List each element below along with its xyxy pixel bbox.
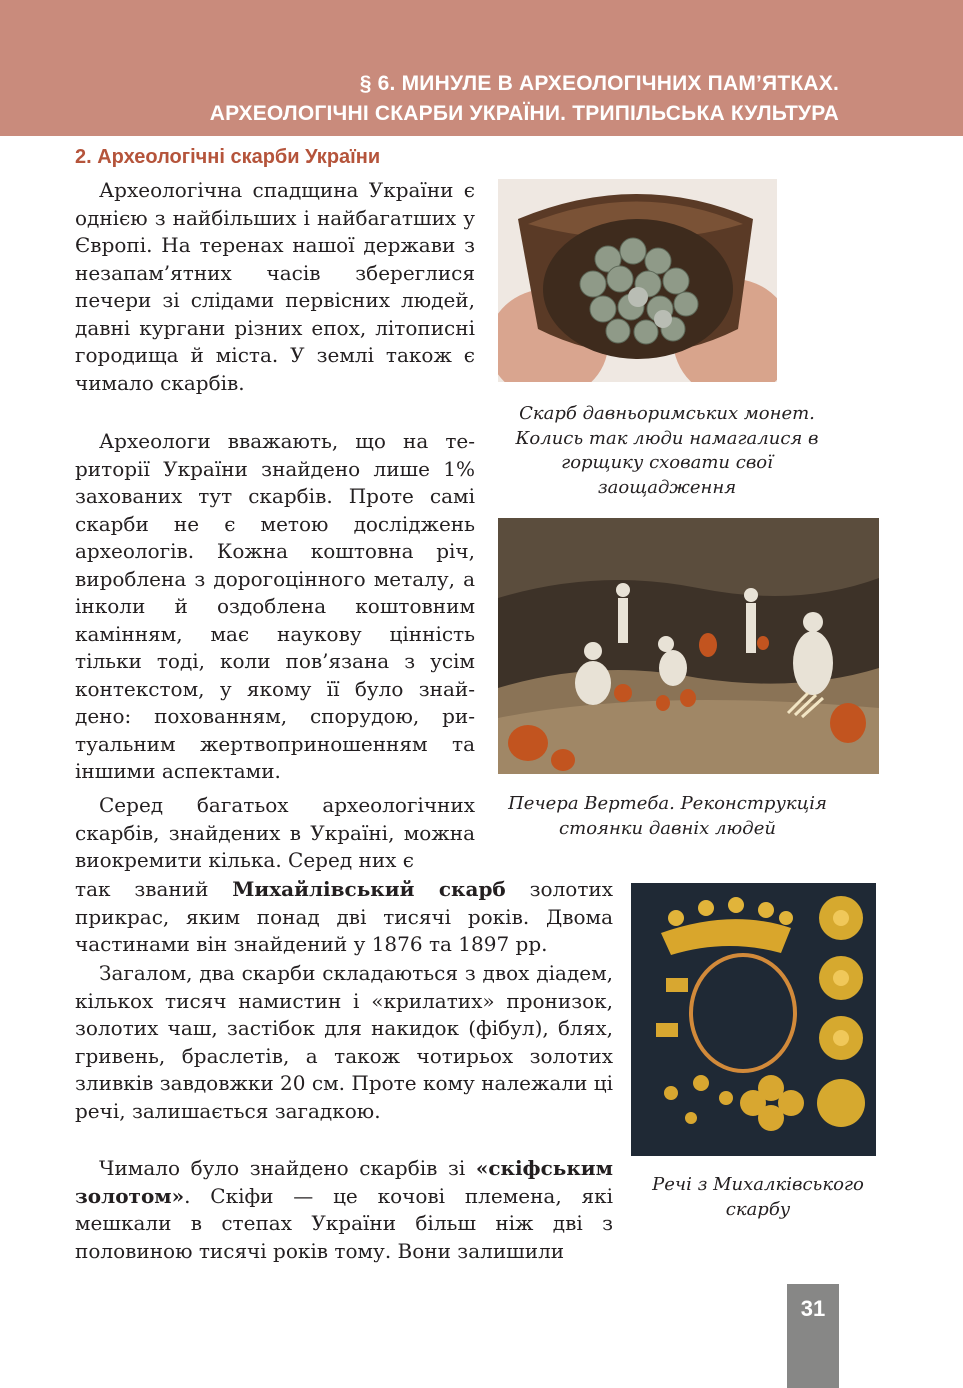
- paragraph-6: Чимало було знайдено скарбів зі «скіфським золотом». Скіфи — це кочові племена, які мешкали в степах України більш ніж дві з половиною тисячі років тому. Вони залишили: [75, 1156, 613, 1263]
- caption-roman-coins: Скарб давньоримських монет. Колись так люди намагалися в горщику сховати свої заощадження: [515, 403, 819, 498]
- caption-mykhalkiv-treasure: Речі з Михалківського скарбу: [652, 1174, 864, 1220]
- chapter-title-line-2: АРХЕОЛОГІЧНІ СКАРБИ УКРАЇНИ. ТРИПІЛЬСЬКА КУЛЬТУРА: [209, 102, 839, 125]
- paragraph-5: Загалом, два скарби складаються з двох діадем, кількох тисяч намистин і «крилатих» пронизок, золотих чаш, застібок для накидок (фібул), блях, гривень, браслетів, а також чотирьох золотих зливків завдовжки 20 см. Проте кому належали ці речі, залишається загадкою.: [75, 961, 613, 1123]
- paragraph-3: Серед багатьох археологічних скарбів, знайдених в Україні, можна виокремити кілька. Серед них є: [75, 793, 475, 872]
- roman-coins-photo: [498, 179, 777, 382]
- page-number: 31: [800, 1296, 826, 1321]
- chapter-title-line-1: § 6. МИНУЛЕ В АРХЕОЛОГІЧНИХ ПАМ’ЯТКАХ.: [359, 72, 839, 95]
- paragraph-1: Археологічна спадщина України є однією з найбільших і найбагатших у Європі. На теренах нашої держави з незапам’ятних часів збереглися печери зі слідами первісних людей, давні кургани різних епох, літописні городища й міста. У землі також є чимало скарбів.: [75, 178, 475, 395]
- scythian-gold-term: «скіфським золотом»: [75, 1156, 613, 1208]
- verteba-cave-photo: [498, 518, 879, 774]
- chapter-header: [0, 0, 963, 136]
- caption-verteba-cave: Печера Вертеба. Реконструкція стоянки давніх людей: [508, 793, 827, 839]
- paragraph-2: Археологи вважають, що на території України знайдено лише 1% захованих тут скарбів. Проте самі скарби не є метою досліджень археологів. Кожна коштовна річ, вироблена з дорогоцінного металу, а інколи й оздоблена коштовним камінням, має наукову цінність тільки тоді, коли пов’язана з усім контекстом, у якому її було знайдено: похованням, спорудою, ритуальним жертвоприношенням та іншими аспектами.: [75, 429, 475, 783]
- mykhailivsky-hoard-term: Михайлівський скарб: [232, 877, 506, 901]
- mykhalkiv-treasure-photo: [631, 883, 876, 1156]
- section-title: 2. Археологічні скарби України: [75, 146, 381, 168]
- paragraph-4: так званий Михайлівський скарб золотих прикрас, яким понад дві тисячі років. Двома частинами він знайдений у 1876 та 1897 рр.: [75, 877, 613, 956]
